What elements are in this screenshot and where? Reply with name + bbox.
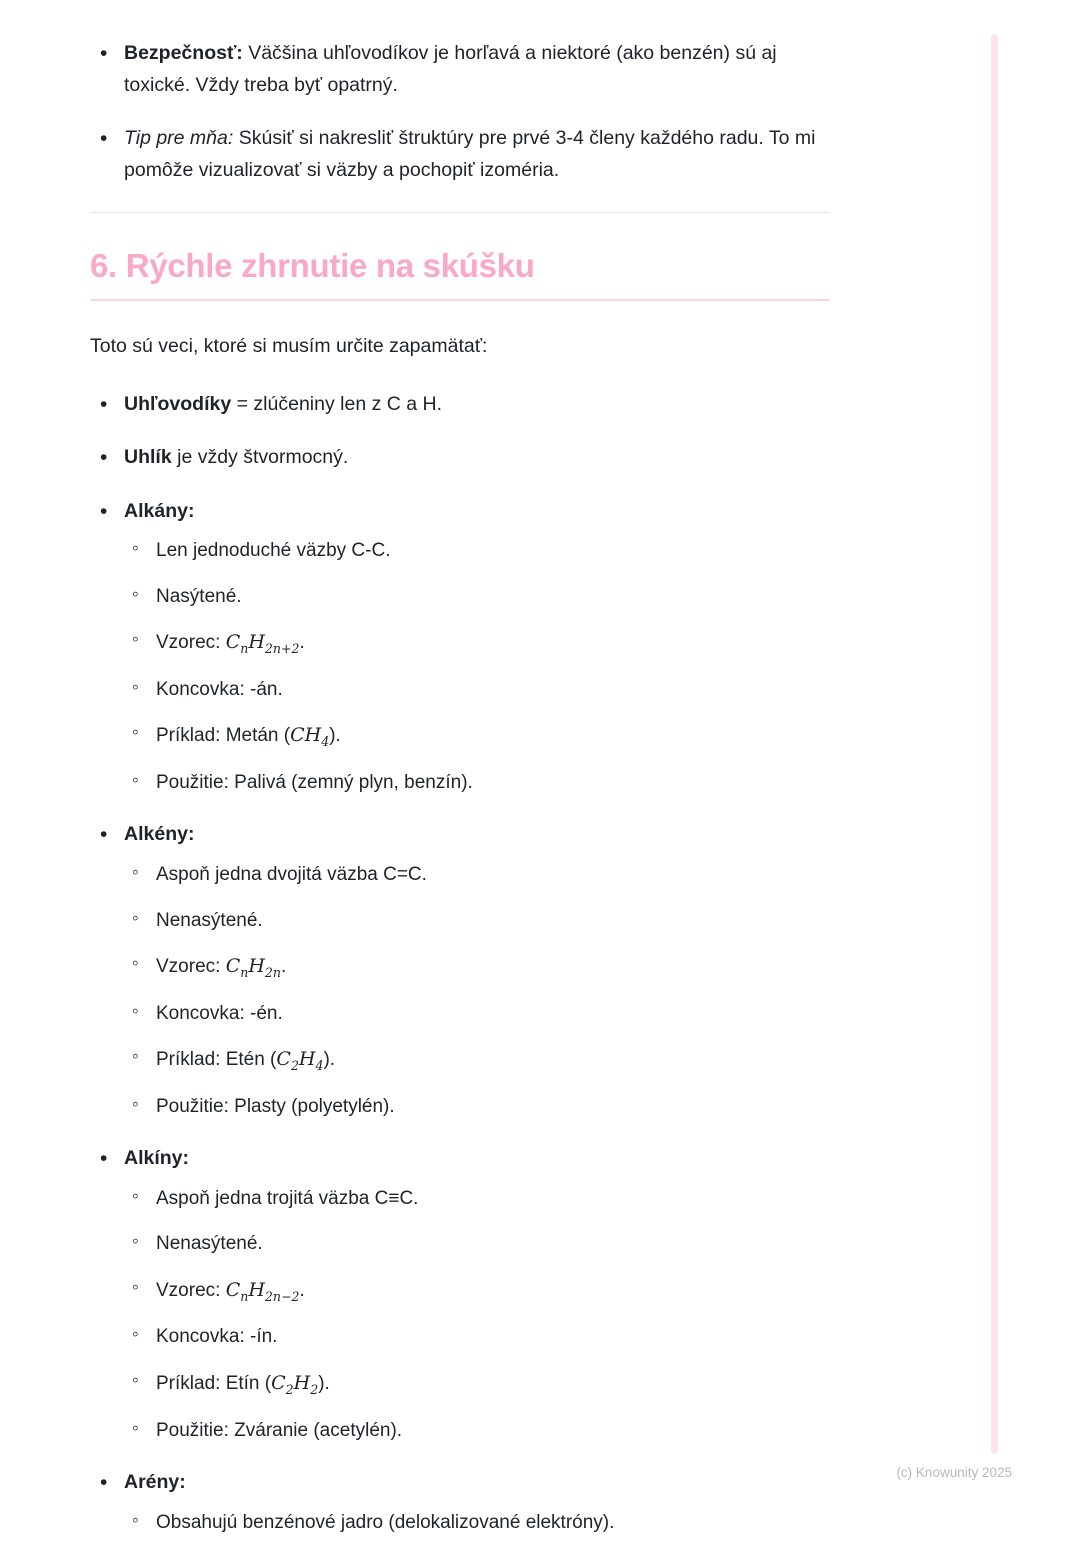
sub-text: Vzorec: (156, 956, 226, 978)
chemical-formula: $C_2H_2$ (271, 1371, 319, 1397)
list-item (124, 1045, 830, 1076)
sub-text-after: ). (329, 725, 341, 747)
sub-text: Aspoň jedna dvojitá väzba C=C. (156, 864, 427, 886)
top-bullet-list (90, 38, 830, 186)
bullet-lead: Uhlík (124, 446, 172, 469)
list-item (90, 1467, 830, 1537)
chemical-formula: $C_nH_{2n}$ (225, 955, 281, 980)
list-item (124, 1509, 830, 1538)
section-divider (90, 212, 830, 213)
list-item (124, 676, 830, 705)
copyright-watermark: (c) Knowunity 2025 (896, 1465, 1012, 1480)
sub-text: Koncovka: -án. (156, 678, 283, 700)
bullet-text: je vždy štvormocný. (171, 446, 349, 469)
bullet-lead: Arény: (124, 1471, 186, 1494)
sub-text: Aspoň jedna trojitá väzba C≡C. (156, 1187, 419, 1209)
list-item (90, 1143, 830, 1445)
sub-text: Nenasýtené. (156, 909, 263, 931)
sub-text: Vzorec: (156, 632, 226, 654)
list-item (90, 819, 830, 1121)
sub-text: Použitie: Zváranie (acetylén). (156, 1419, 403, 1441)
bullet-lead: Bezpečnosť: (124, 42, 243, 64)
chemical-formula: $C_nH_{2n+2}$ (225, 631, 300, 657)
sub-text: Použitie: Plasty (polyetylén). (156, 1095, 395, 1117)
list-item (124, 721, 830, 752)
list-item (90, 496, 830, 798)
list-item (124, 537, 830, 566)
bullet-text: Väčšina uhľovodíkov je horľavá a niektoré (ako benzén) sú aj toxické. Vždy treba byť opatrný. (124, 42, 777, 96)
sub-text-after: . (299, 632, 305, 654)
list-item (124, 1276, 830, 1307)
section-intro: Toto sú veci, ktoré si musím určite zapamätať: (90, 335, 488, 358)
sub-list (124, 1185, 830, 1445)
sub-text: Nasýtené. (156, 585, 242, 607)
list-item (90, 442, 830, 474)
sub-text: Nenasýtené. (156, 1233, 263, 1255)
list-item (124, 1000, 830, 1029)
sub-text: Obsahujú benzénové jadro (delokalizované elektróny). (156, 1511, 615, 1533)
bullet-text: = zlúčeniny len z C a H. (231, 392, 443, 415)
sub-text: Príklad: Etín ( (156, 1372, 272, 1394)
list-item (124, 1230, 830, 1259)
bullet-text: Skúsiť si nakresliť štruktúry pre prvé 3-4 členy každého radu. To mi pomôže vizualizovať si väzby a pochopiť izoméria. (124, 127, 816, 181)
list-item (124, 769, 830, 798)
sub-text: Vzorec: (156, 1279, 226, 1301)
bullet-lead: Alkíny: (124, 1147, 190, 1170)
list-item (124, 583, 830, 612)
chemical-formula: $CH_4$ (290, 724, 330, 750)
page-side-rail (991, 34, 998, 1454)
chemical-formula: $C_2H_4$ (276, 1048, 324, 1073)
list-item (124, 1323, 830, 1352)
document-content (90, 38, 830, 1559)
list-item (124, 1417, 830, 1446)
sub-text: Len jednoduché väzby C-C. (156, 540, 391, 562)
list-item (124, 861, 830, 890)
sub-text: Príklad: Metán ( (156, 725, 291, 747)
page-title: 6. Rýchle zhrnutie na skúšku (90, 247, 535, 285)
list-item (90, 389, 830, 421)
sub-text: Koncovka: -én. (156, 1002, 283, 1024)
list-item (90, 123, 830, 186)
chemical-formula: $C_nH_{2n-2}$ (225, 1278, 300, 1304)
sub-text-after: . (299, 1279, 305, 1301)
sub-text-after: ). (318, 1372, 330, 1394)
list-item (90, 38, 830, 101)
list-item (124, 1185, 830, 1214)
list-item (124, 952, 830, 983)
bullet-lead: Tip pre mňa: (124, 127, 234, 150)
list-item (124, 907, 830, 936)
sub-text: Príklad: Etén ( (156, 1049, 277, 1071)
summary-list (90, 389, 830, 1538)
list-item (124, 1093, 830, 1122)
sub-list (124, 1509, 830, 1538)
sub-text-after: . (280, 956, 287, 978)
bullet-lead: Uhľovodíky (124, 392, 232, 415)
bullet-lead: Alkény: (124, 823, 195, 846)
sub-list (124, 537, 830, 797)
title-underline (90, 299, 830, 301)
sub-text: Koncovka: -ín. (156, 1326, 278, 1348)
list-item (124, 1369, 830, 1400)
bullet-lead: Alkány: (124, 499, 195, 522)
list-item (124, 628, 830, 659)
sub-text: Použitie: Palivá (zemný plyn, benzín). (156, 771, 473, 793)
sub-text-after: ). (323, 1049, 336, 1071)
sub-list (124, 861, 830, 1121)
